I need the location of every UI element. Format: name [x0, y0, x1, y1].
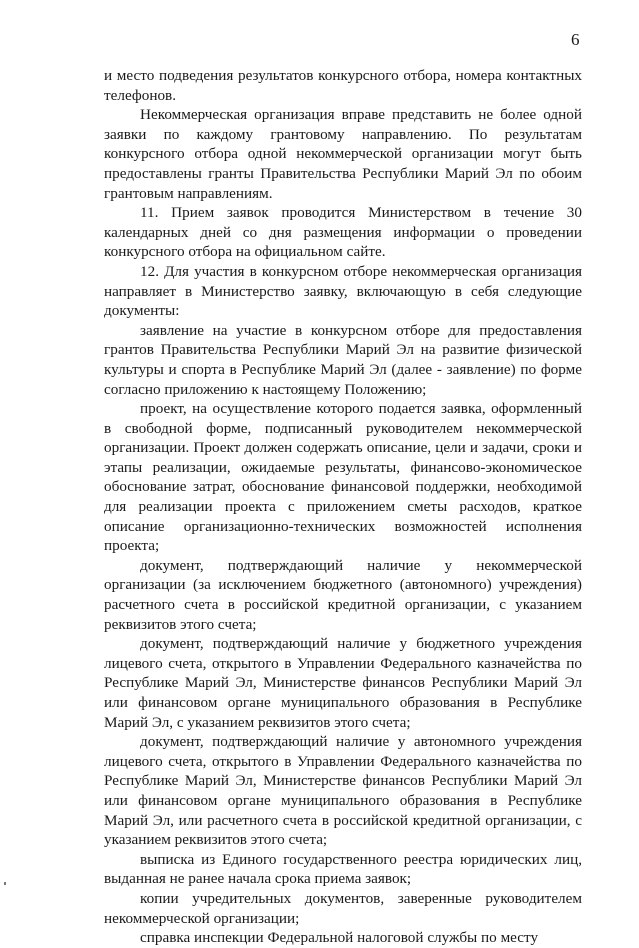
paragraph-project: проект, на осуществление которого подается заявка, оформленный в свободной форме, подписанный руководителем некоммерческой организации. Проект должен содержать описание, цели и задачи, сроки и этапы реализации, ожидаемые результаты, финансово-экономическое обоснование затрат, обоснование финансовой поддержки, необходимой для реализации проекта с приложением сметы расходов, краткое описание организационно-технических возможностей исполнения проекта;	[104, 400, 582, 555]
paragraph-settlement-account-document: документ, подтверждающий наличие у некоммерческой организации (за исключением бюджетного (автономного) учреждения) расчетного счета в российской кредитной организации, с указанием реквизитов этого счета;	[104, 556, 582, 633]
page-number: 6	[571, 30, 580, 49]
scan-edge-mark	[4, 882, 6, 885]
paragraph-continuation: и место подведения результатов конкурсного отбора, номера контактных телефонов.	[104, 67, 582, 104]
paragraph-clause-12: 12. Для участия в конкурсном отборе некоммерческая организация направляет в Министерство заявку, включающую в себя следующие документы:	[104, 262, 582, 320]
paragraph-budget-institution-document: документ, подтверждающий наличие у бюджетного учреждения лицевого счета, открытого в Управлении Федерального казначейства по Республике Марий Эл, Министерстве финансов Республики Марий Эл или финансовом органе муниципального образования в Республике Марий Эл, с указанием реквизитов этого счета;	[104, 635, 582, 731]
paragraph-founding-documents: копии учредительных документов, заверенные руководителем некоммерческой организации;	[104, 889, 582, 927]
paragraph-autonomous-institution-document: документ, подтверждающий наличие у автономного учреждения лицевого счета, открытого в Управлении Федерального казначейства по Республике Марий Эл, Министерстве финансов Республики Марий Эл или финансовом органе муниципального образования в Республике Марий Эл, или расчетного счета в российской кредитной организации, с указанием реквизитов этого счета;	[104, 733, 582, 849]
paragraph-clause-11: 11. Прием заявок проводится Министерством в течение 30 календарных дней со дня размещения информации о проведении конкурсного отбора на официальном сайте.	[104, 204, 582, 261]
document-body	[104, 66, 582, 948]
paragraph-tax-certificate: справка инспекции Федеральной налоговой службы по месту	[140, 929, 539, 947]
paragraph-application-statement: заявление на участие в конкурсном отборе для предоставления грантов Правительства Республики Марий Эл на развитие физической культуры и спорта в Республике Марий Эл (далее - заявление) по форме согласно приложению к настоящему Положению;	[104, 321, 582, 398]
paragraph-nonprofit-limit: Некоммерческая организация вправе представить не более одной заявки по каждому грантовому направлению. По результатам конкурсного отбора одной некоммерческой организации могут быть предоставлены гранты Правительства Республики Марий Эл по обоим грантовым направлениям.	[104, 106, 582, 202]
paragraph-registry-extract: выписка из Единого государственного реестра юридических лиц, выданная не ранее начала срока приема заявок;	[104, 850, 582, 888]
